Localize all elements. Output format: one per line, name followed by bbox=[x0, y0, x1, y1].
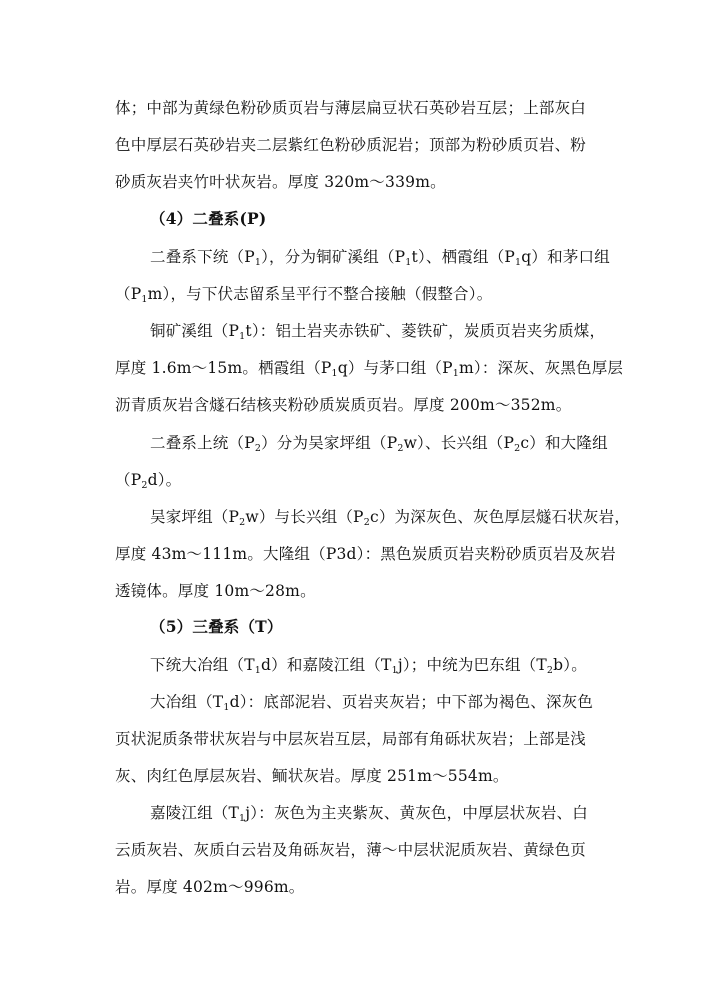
text-run: 下统大冶组（T bbox=[150, 656, 255, 674]
subscript: 1 bbox=[254, 257, 262, 268]
text-run: m），与下伏志留系呈平行不整合接触（假整合）。 bbox=[147, 285, 493, 303]
text-run: c）为深灰色、灰色厚层燧石状灰岩， bbox=[369, 508, 631, 526]
subscript: 1 bbox=[405, 257, 412, 268]
paragraph-line: 厚度 43m～111m。大隆组（P3d）：黑色炭质页岩夹粉砂质页岩及灰岩 bbox=[115, 545, 616, 563]
subscript: 2 bbox=[239, 517, 246, 528]
text-run: 铜矿溪组（P bbox=[150, 322, 240, 340]
subscript: 1 bbox=[515, 257, 522, 268]
text-run: j）；中统为巴东组（T bbox=[397, 656, 547, 674]
paragraph-line bbox=[115, 358, 623, 378]
paragraph-line: 砂质灰岩夹竹叶状灰岩。厚度 320m～339m。 bbox=[115, 173, 446, 191]
subscript: 2 bbox=[514, 443, 521, 454]
subscript: 1 bbox=[239, 331, 246, 342]
text-run: ），分为铜矿溪组（P bbox=[261, 248, 406, 266]
subscript: 2 bbox=[546, 665, 554, 676]
paragraph-line: 体；中部为黄绿色粉砂质页岩与薄层扁豆状石英砂岩互层；上部灰白 bbox=[115, 99, 587, 117]
text-run: q）和茅口组 bbox=[521, 248, 610, 266]
paragraph-line: 沥青质灰岩含燧石结核夹粉砂质炭质页岩。厚度 200m～352m。 bbox=[115, 396, 572, 414]
text-run: t）、栖霞组（P bbox=[411, 248, 516, 266]
paragraph-line bbox=[150, 507, 630, 527]
paragraph-line: 色中厚层石英砂岩夹二层紫红色粉砂质泥岩；顶部为粉砂质页岩、粉 bbox=[115, 136, 587, 154]
section-heading-triassic: （5）三叠系（T） bbox=[150, 617, 283, 636]
text-run: 大冶组（T bbox=[150, 693, 224, 711]
subscript: 2 bbox=[254, 443, 262, 454]
paragraph-line bbox=[115, 470, 181, 490]
paragraph-line bbox=[150, 433, 608, 453]
subscript: 2 bbox=[397, 443, 404, 454]
paragraph-line bbox=[150, 247, 610, 267]
text-run: d）。 bbox=[147, 471, 182, 489]
text-run: w）与长兴组（P bbox=[245, 508, 364, 526]
paragraph-line bbox=[150, 321, 605, 341]
paragraph-line: 页状泥质条带状灰岩与中层灰岩互层，局部有角砾状灰岩；上部是浅 bbox=[115, 730, 587, 748]
paragraph-line: 透镜体。厚度 10m～28m。 bbox=[115, 582, 316, 600]
text-run: 二叠系下统（P bbox=[150, 248, 255, 266]
paragraph-line bbox=[150, 803, 588, 823]
section-heading-permian: （4）二叠系(P) bbox=[150, 209, 267, 228]
text-run: 厚度 1.6m～15m。栖霞组（P bbox=[115, 359, 332, 377]
subscript: 1 bbox=[141, 294, 148, 305]
paragraph-line bbox=[150, 655, 587, 675]
subscript: 1 bbox=[452, 368, 459, 379]
subscript: 1 bbox=[331, 368, 338, 379]
subscript: 2 bbox=[141, 480, 148, 491]
text-run: 二叠系上统（P bbox=[150, 434, 255, 452]
paragraph-line bbox=[150, 692, 593, 712]
text-run: m）：深灰、灰黑色厚层 bbox=[458, 359, 624, 377]
paragraph-line: 岩。厚度 402m～996m。 bbox=[115, 878, 305, 896]
paragraph-line: 灰、肉红色厚层灰岩、鲕状灰岩。厚度 251m～554m。 bbox=[115, 767, 509, 785]
text-run: w）、长兴组（P bbox=[403, 434, 515, 452]
text-run: b）。 bbox=[553, 656, 587, 674]
text-run: （P bbox=[115, 471, 142, 489]
text-run: d）和嘉陵江组（T bbox=[261, 656, 392, 674]
text-run: t）：铝土岩夹赤铁矿、菱铁矿，炭质页岩夹劣质煤， bbox=[245, 322, 606, 340]
subscript: 1 bbox=[254, 665, 261, 676]
text-run: （P bbox=[115, 285, 142, 303]
text-run: ）分为吴家坪组（P bbox=[261, 434, 398, 452]
subscript: 2 bbox=[363, 517, 370, 528]
text-run: 嘉陵江组（T bbox=[150, 804, 240, 822]
subscript: 1 bbox=[223, 702, 230, 713]
subscript: 1 bbox=[391, 665, 398, 676]
text-run: j）：灰色为主夹紫灰、黄灰色，中厚层状灰岩、白 bbox=[245, 804, 588, 822]
text-run: 吴家坪组（P bbox=[150, 508, 240, 526]
subscript: 1 bbox=[239, 813, 246, 824]
text-run: q）与茅口组（P bbox=[337, 359, 453, 377]
paragraph-line bbox=[115, 284, 492, 304]
text-run: d）：底部泥岩、页岩夹灰岩；中下部为褐色、深灰色 bbox=[229, 693, 594, 711]
paragraph-line: 云质灰岩、灰质白云岩及角砾灰岩，薄～中层状泥质灰岩、黄绿色页 bbox=[115, 841, 587, 859]
text-run: c）和大隆组 bbox=[520, 434, 608, 452]
